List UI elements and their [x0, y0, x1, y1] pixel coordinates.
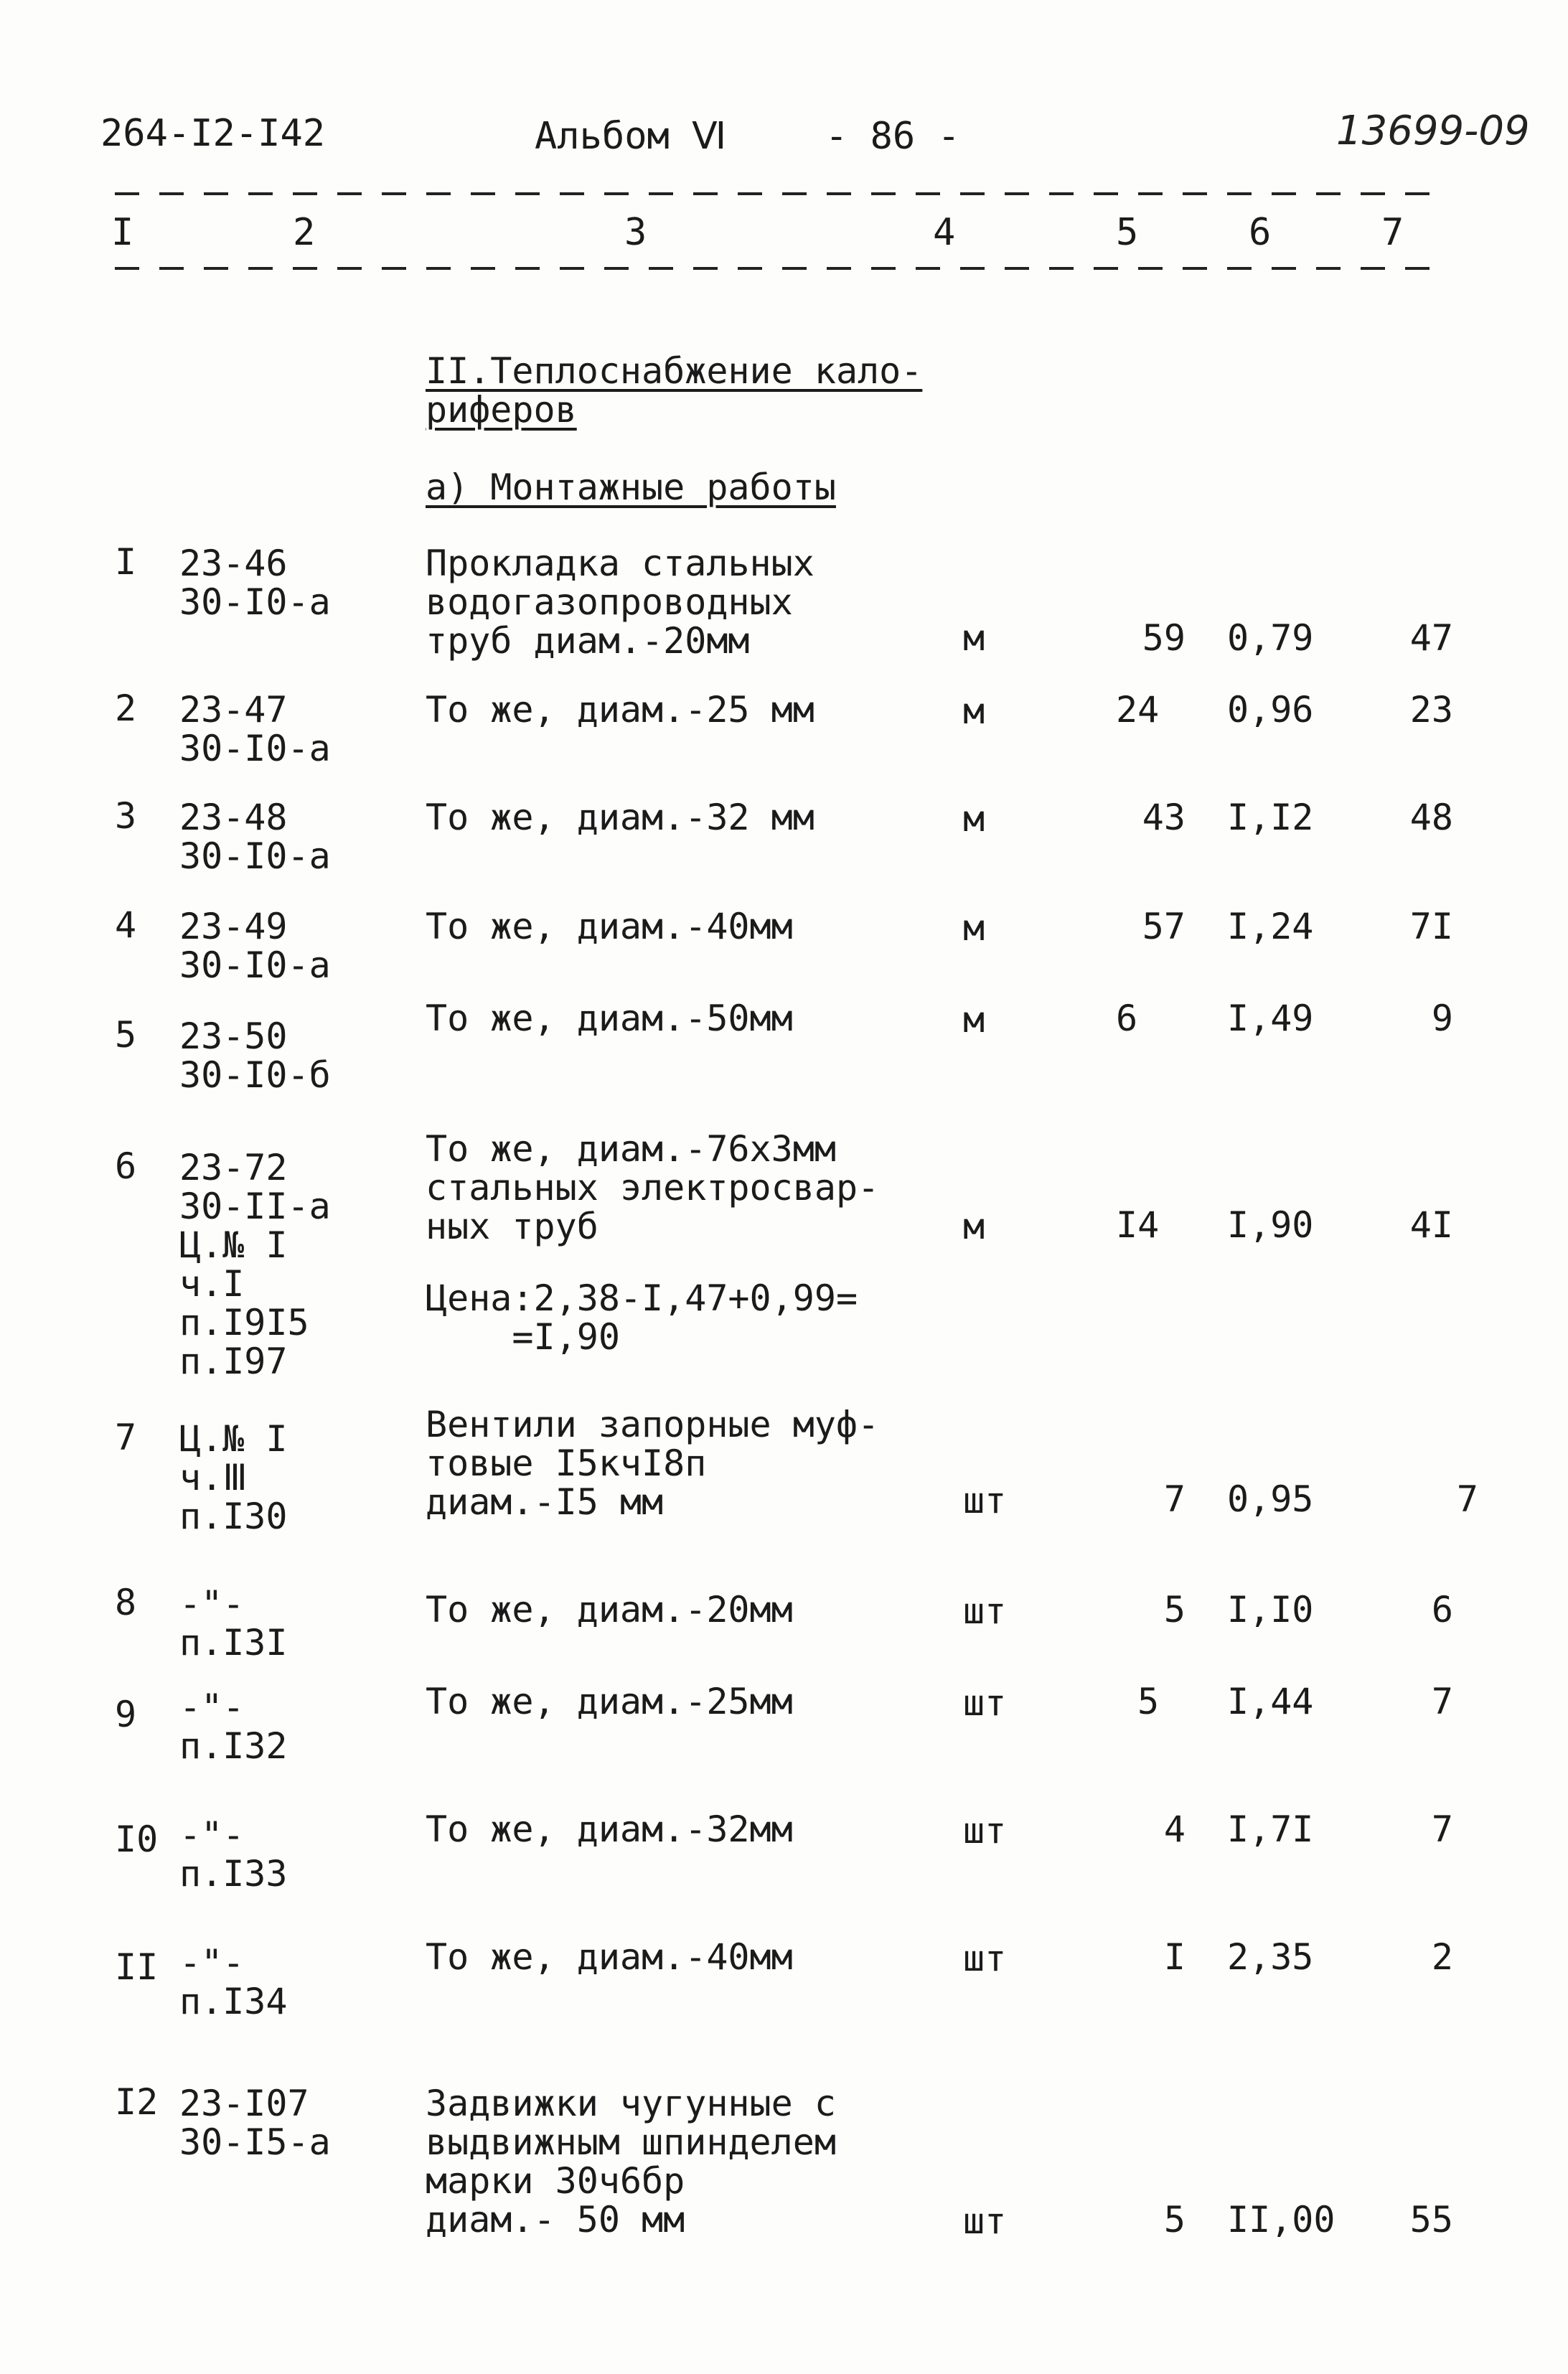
row-total: 55: [1409, 2199, 1453, 2241]
row-unit-price: 0,95: [1227, 1478, 1314, 1520]
header-rule-top: [115, 192, 1435, 195]
row-number: 5: [115, 1014, 137, 1056]
row-description: То же, диам.-32 мм: [426, 797, 814, 838]
row-quantity: 24: [1116, 689, 1160, 731]
row-total: 7: [1431, 1681, 1453, 1722]
row-unit: шт: [963, 1590, 1007, 1632]
row-quantity: 43: [1142, 797, 1186, 838]
row-quantity: I4: [1116, 1204, 1160, 1246]
header-rule-bottom: [115, 267, 1435, 270]
handwritten-stamp: 13699-09: [1336, 108, 1530, 154]
row-description: Прокладка стальных водогазопроводных труб диам.-20мм: [426, 543, 814, 662]
row-code: 23-48 30-I0-а: [179, 797, 331, 877]
column-header-3: 3: [624, 211, 647, 254]
row-code: 23-I07 30-I5-а: [179, 2083, 331, 2163]
row-number: 6: [115, 1145, 137, 1187]
column-header-5: 5: [1116, 211, 1139, 254]
row-unit: шт: [963, 2200, 1007, 2242]
row-unit-price: I,90: [1227, 1204, 1314, 1246]
row-unit-price: I,44: [1227, 1681, 1314, 1722]
row-description: То же, диам.-50мм: [426, 998, 793, 1039]
row-number: 9: [115, 1694, 137, 1735]
row-total: 7: [1431, 1808, 1453, 1850]
column-header-6: 6: [1249, 211, 1272, 254]
row-total: 6: [1431, 1589, 1453, 1631]
column-header-1: I: [111, 211, 134, 254]
row-number: 7: [115, 1417, 137, 1458]
row-total: 48: [1409, 797, 1453, 838]
row-total: 7I: [1409, 906, 1453, 947]
row-total: 23: [1409, 689, 1453, 731]
row-number: 4: [115, 904, 137, 946]
row-unit-price: 0,79: [1227, 617, 1314, 659]
row-quantity: 5: [1137, 1681, 1160, 1722]
row-unit-price: I,49: [1227, 998, 1314, 1039]
row-quantity: 4: [1163, 1808, 1186, 1850]
row-code: -"- п.I33: [179, 1814, 288, 1895]
page-number: - 86 -: [825, 115, 960, 158]
row-quantity: 7: [1163, 1478, 1186, 1520]
row-unit-price: I,24: [1227, 906, 1314, 947]
row-unit-price: II,00: [1227, 2199, 1335, 2241]
row-code: 23-50 30-I0-б: [179, 1015, 331, 1096]
row-unit-price: 2,35: [1227, 1936, 1314, 1978]
row-code: 23-49 30-I0-а: [179, 906, 331, 986]
row-number: I2: [115, 2081, 159, 2123]
row-quantity: I: [1163, 1936, 1186, 1978]
row-total: 4I: [1409, 1204, 1453, 1246]
row-number: II: [115, 1946, 159, 1988]
document-code: 264-I2-I42: [100, 112, 326, 155]
row-code: 23-47 30-I0-а: [179, 689, 331, 769]
row-description: То же, диам.-40мм: [426, 1936, 793, 1978]
section-title: II.Теплоснабжение кало- риферов: [426, 350, 923, 431]
row-description: Задвижки чугунные с выдвижным шпинделем марки 30ч6бр диам.- 50 мм: [426, 2083, 836, 2241]
row-unit: шт: [963, 1810, 1007, 1852]
row-quantity: 5: [1163, 1589, 1186, 1631]
row-number: 3: [115, 795, 137, 837]
column-header-2: 2: [293, 211, 316, 254]
row-unit: шт: [963, 1938, 1007, 1979]
row-unit: м: [963, 999, 985, 1041]
row-unit-price: I,I0: [1227, 1589, 1314, 1631]
section-subtitle: а) Монтажные работы: [426, 466, 836, 508]
row-code: -"- п.I3I: [179, 1583, 288, 1664]
row-total: 2: [1431, 1936, 1453, 1978]
row-total: 7: [1456, 1478, 1478, 1520]
row-unit-price: I,7I: [1227, 1808, 1314, 1850]
row-number: I: [115, 541, 137, 583]
row-unit: м: [963, 690, 985, 732]
row-price-note: Цена:2,38-I,47+0,99= =I,90: [426, 1277, 858, 1358]
row-unit: шт: [963, 1682, 1007, 1724]
row-unit: м: [963, 1206, 985, 1247]
row-number: I0: [115, 1819, 159, 1860]
row-quantity: 6: [1116, 998, 1138, 1039]
row-total: 47: [1409, 617, 1453, 659]
row-code: 23-72 30-II-а Ц.№ I ч.I п.I9I5 п.I97: [179, 1147, 331, 1382]
row-code: 23-46 30-I0-а: [179, 543, 331, 623]
row-number: 8: [115, 1582, 137, 1623]
row-description: То же, диам.-25мм: [426, 1681, 793, 1722]
row-code: Ц.№ I ч.Ⅲ п.I30: [179, 1418, 288, 1537]
row-unit: м: [963, 798, 985, 840]
row-unit-price: I,I2: [1227, 797, 1314, 838]
column-header-4: 4: [933, 211, 956, 254]
row-description: Вентили запорные муф- товые I5кчI8п диам.-I5 мм: [426, 1404, 880, 1523]
row-unit: м: [963, 907, 985, 949]
row-code: -"- п.I32: [179, 1686, 288, 1767]
row-unit: м: [963, 617, 985, 659]
row-description: То же, диам.-20мм: [426, 1589, 793, 1631]
row-number: 2: [115, 688, 137, 729]
row-unit: шт: [963, 1480, 1007, 1521]
row-description: То же, диам.-32мм: [426, 1808, 793, 1850]
row-quantity: 57: [1142, 906, 1186, 947]
column-header-7: 7: [1381, 211, 1404, 254]
row-description: То же, диам.-76х3мм стальных электросвар- ных труб: [426, 1128, 880, 1247]
row-unit-price: 0,96: [1227, 689, 1314, 731]
row-description: То же, диам.-40мм: [426, 906, 793, 947]
row-code: -"- п.I34: [179, 1942, 288, 2022]
row-quantity: 59: [1142, 617, 1186, 659]
row-quantity: 5: [1163, 2199, 1186, 2241]
row-description: То же, диам.-25 мм: [426, 689, 814, 731]
row-total: 9: [1431, 998, 1453, 1039]
album-label: Альбом Ⅵ: [535, 115, 727, 158]
